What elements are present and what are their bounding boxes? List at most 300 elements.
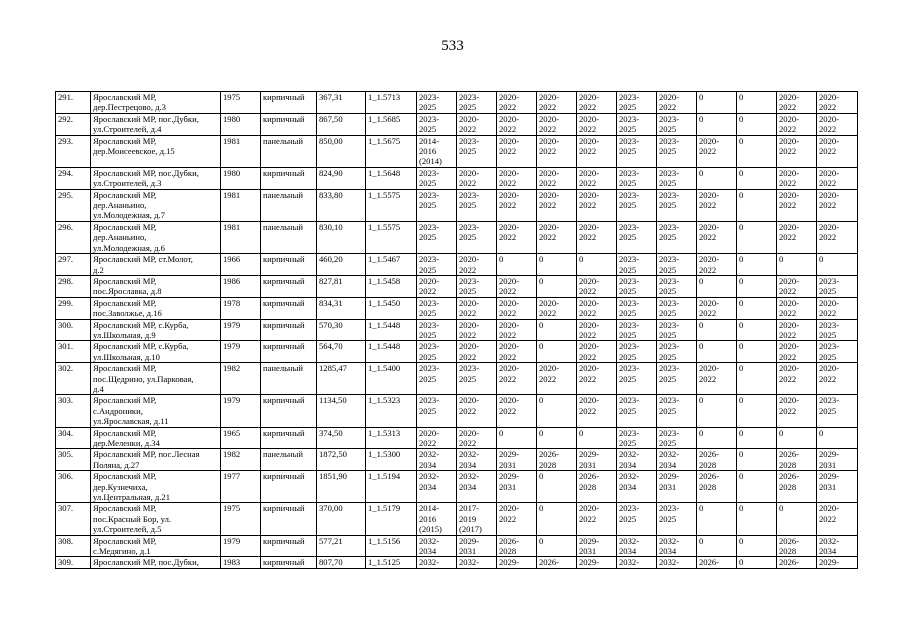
table-cell: 2020- 2022 (537, 363, 577, 395)
table-cell: 0 (737, 535, 777, 557)
table-cell: 2029- 2031 (577, 535, 617, 557)
table-cell: 2032- 2034 (457, 449, 497, 471)
table-cell: 2026- 2028 (777, 449, 817, 471)
table-cell: 2020- 2022 (457, 341, 497, 363)
table-cell: 1982 (221, 363, 261, 395)
table-cell: 1285,47 (317, 363, 366, 395)
table-row (56, 297, 858, 319)
table-cell: 2020- 2022 (777, 113, 817, 135)
table-cell: 2023- 2025 (457, 189, 497, 221)
table-cell: 2020- 2022 (497, 135, 537, 167)
table-cell: 2032- 2034 (817, 535, 858, 557)
table-cell: 0 (737, 167, 777, 189)
table-cell: 2023- 2025 (457, 221, 497, 253)
table-row (56, 275, 858, 297)
table-cell: 2032- (457, 557, 497, 568)
table-cell: 2023- 2025 (617, 427, 657, 449)
table-cell: 2020- 2022 (817, 297, 858, 319)
table-cell: 2020- 2022 (497, 319, 537, 341)
table-cell: 1_1.5448 (366, 341, 417, 363)
table-cell: 2029- 2031 (457, 535, 497, 557)
table-cell: кирпичный (261, 341, 317, 363)
table-cell: 2029- 2031 (577, 449, 617, 471)
table-cell: 2023- 2025 (417, 395, 457, 427)
table-cell: 0 (737, 221, 777, 253)
table-cell: 2032- (417, 557, 457, 568)
table-cell: 2020- 2022 (817, 189, 858, 221)
table-row (56, 113, 858, 135)
table-cell: 2023- 2025 (657, 427, 697, 449)
table-cell: 0 (697, 319, 737, 341)
table-cell: 834,31 (317, 297, 366, 319)
table-cell: Ярославский МР, пос.Дубки, (91, 557, 221, 568)
table-cell: Ярославский МР, пос.Дубки, ул.Строителей, д.3 (91, 167, 221, 189)
table-cell: 2020- 2022 (817, 135, 858, 167)
table-cell: 2023- 2025 (817, 395, 858, 427)
table-cell: 0 (817, 427, 858, 449)
table-cell: 2020- 2022 (497, 341, 537, 363)
table-cell: кирпичный (261, 471, 317, 503)
table-cell: кирпичный (261, 427, 317, 449)
table-cell: 0 (497, 427, 537, 449)
table-cell: 2023- 2025 (457, 135, 497, 167)
table-cell: 2023- 2025 (657, 275, 697, 297)
table-cell: 2023- 2025 (617, 135, 657, 167)
table-row (56, 319, 858, 341)
table-cell: 2020- 2022 (777, 135, 817, 167)
table-cell: 2023- 2025 (657, 189, 697, 221)
table-cell: 2020- 2022 (537, 297, 577, 319)
table-cell: 2032- 2034 (417, 471, 457, 503)
table-cell: 0 (537, 341, 577, 363)
table-row (56, 503, 858, 535)
table-cell: 295. (56, 189, 91, 221)
table-cell: 2023- 2025 (817, 275, 858, 297)
table-cell: кирпичный (261, 535, 317, 557)
table-cell: 2023- 2025 (617, 395, 657, 427)
table-cell: 0 (777, 503, 817, 535)
table-cell: Ярославский МР, пос.Заволжье, д.16 (91, 297, 221, 319)
table-cell: панельный (261, 363, 317, 395)
table-cell: Ярославский МР, с.Курба, ул.Школьная, д.9 (91, 319, 221, 341)
table-cell: 2020- 2022 (537, 135, 577, 167)
table-cell: 2023- 2025 (657, 395, 697, 427)
table-cell: кирпичный (261, 319, 317, 341)
table-cell: 1979 (221, 319, 261, 341)
table-cell: Ярославский МР, пос.Дубки, ул.Строителей, д.4 (91, 113, 221, 135)
table-cell: 1_1.5450 (366, 297, 417, 319)
table-cell: 2020- 2022 (537, 92, 577, 114)
table-cell: 2023- 2025 (657, 221, 697, 253)
table-cell: 2023- 2025 (817, 319, 858, 341)
table-cell: 0 (737, 297, 777, 319)
table-cell: 1_1.5575 (366, 189, 417, 221)
table-cell: кирпичный (261, 395, 317, 427)
table-cell: 2020- 2022 (457, 427, 497, 449)
table-cell: 460,20 (317, 254, 366, 276)
table-cell: 2020- 2022 (577, 341, 617, 363)
table-cell: 0 (737, 275, 777, 297)
table-cell: 0 (737, 341, 777, 363)
table-cell: 2032- 2034 (457, 471, 497, 503)
table-cell: 1872,50 (317, 449, 366, 471)
table-body (56, 92, 858, 569)
table-cell: 0 (737, 254, 777, 276)
table-cell: 1851,90 (317, 471, 366, 503)
page-number: 533 (441, 38, 464, 54)
table-cell: 2023- 2025 (417, 341, 457, 363)
table-cell: 2026- 2028 (697, 471, 737, 503)
table-cell: 2020- 2022 (577, 189, 617, 221)
table-cell: 2020- 2022 (497, 395, 537, 427)
table-cell: 2029- (497, 557, 537, 568)
table-cell: 2020- 2022 (577, 113, 617, 135)
table-cell: 564,70 (317, 341, 366, 363)
table-cell: 2029- (817, 557, 858, 568)
table-cell: 2020- 2022 (537, 189, 577, 221)
table-cell: 0 (737, 471, 777, 503)
table-cell: 2023- 2025 (617, 319, 657, 341)
table-cell: Ярославский МР, пос.Лесная Поляна, д.27 (91, 449, 221, 471)
table-cell: 0 (697, 275, 737, 297)
table-cell: 0 (537, 254, 577, 276)
table-cell: 1980 (221, 167, 261, 189)
table-cell: 2023- 2025 (417, 221, 457, 253)
table-cell: 0 (737, 92, 777, 114)
table-cell: 1979 (221, 395, 261, 427)
table-cell: 2020- 2022 (577, 167, 617, 189)
table-cell: 0 (537, 275, 577, 297)
table-cell: 2026- (537, 557, 577, 568)
table-row (56, 135, 858, 167)
table-cell: 2014- 2016 (2014) (417, 135, 457, 167)
table-cell: 2020- 2022 (457, 167, 497, 189)
table-cell: 2020- 2022 (577, 275, 617, 297)
table-cell: 0 (697, 167, 737, 189)
table-cell: 304. (56, 427, 91, 449)
table-cell: 2020- 2022 (457, 254, 497, 276)
table-cell: панельный (261, 135, 317, 167)
table-cell: 2020- 2022 (417, 275, 457, 297)
table-row (56, 254, 858, 276)
table-cell: 2020- 2022 (697, 363, 737, 395)
table-cell: 2020- 2022 (497, 275, 537, 297)
table-cell: 2032- 2034 (617, 471, 657, 503)
table-cell: 2026- 2028 (577, 471, 617, 503)
table-cell: 850,00 (317, 135, 366, 167)
table-row (56, 449, 858, 471)
table-cell: 2020- 2022 (817, 503, 858, 535)
table-cell: 2017- 2019 (2017) (457, 503, 497, 535)
table-cell: 0 (697, 535, 737, 557)
table-cell: 1965 (221, 427, 261, 449)
table-cell: 367,31 (317, 92, 366, 114)
table-cell: 577,21 (317, 535, 366, 557)
table-cell: 1_1.5400 (366, 363, 417, 395)
table-cell: 2020- 2022 (457, 113, 497, 135)
table-cell: 1_1.5125 (366, 557, 417, 568)
table-cell: Ярославский МР, дер.Меленки, д.34 (91, 427, 221, 449)
table-cell: панельный (261, 221, 317, 253)
table-cell: кирпичный (261, 92, 317, 114)
table-cell: 2020- 2022 (537, 167, 577, 189)
table-cell: 2020- 2022 (577, 363, 617, 395)
table-row (56, 92, 858, 114)
table-cell: 1_1.5448 (366, 319, 417, 341)
table-cell: 2023- 2025 (457, 275, 497, 297)
table-cell: 1_1.5458 (366, 275, 417, 297)
table-cell: 0 (777, 427, 817, 449)
table-cell: 2023- 2025 (617, 297, 657, 319)
table-cell: 2029- 2031 (497, 449, 537, 471)
table-cell: 0 (697, 92, 737, 114)
table-cell: 0 (697, 503, 737, 535)
table-cell: 300. (56, 319, 91, 341)
table-cell: 2020- 2022 (817, 363, 858, 395)
table-cell: 1983 (221, 557, 261, 568)
table-row (56, 363, 858, 395)
table-cell: 1_1.5713 (366, 92, 417, 114)
table-cell: 2020- 2022 (777, 297, 817, 319)
table-cell: 1_1.5648 (366, 167, 417, 189)
table-cell: 2020- 2022 (577, 319, 617, 341)
table-cell: 2020- 2022 (697, 297, 737, 319)
table-cell: 2023- 2025 (657, 297, 697, 319)
table-cell: 2023- 2025 (617, 113, 657, 135)
table-cell: 2020- 2022 (577, 297, 617, 319)
table-cell: 2023- 2025 (417, 254, 457, 276)
table-cell: 2023- 2025 (417, 113, 457, 135)
table-cell: 827,81 (317, 275, 366, 297)
table-cell: 306. (56, 471, 91, 503)
table-cell: 2020- 2022 (777, 341, 817, 363)
table-cell: 2023- 2025 (617, 363, 657, 395)
table-cell: 2023- 2025 (417, 297, 457, 319)
table-cell: 2032- 2034 (417, 535, 457, 557)
table-row (56, 395, 858, 427)
table-cell: 824,90 (317, 167, 366, 189)
table-cell: 1986 (221, 275, 261, 297)
table-cell: 2023- 2025 (617, 341, 657, 363)
table-cell: 2020- 2022 (777, 92, 817, 114)
table-cell: Ярославский МР, с.Курба, ул.Школьная, д.10 (91, 341, 221, 363)
table-row (56, 427, 858, 449)
table-cell: 0 (497, 254, 537, 276)
table-cell: 296. (56, 221, 91, 253)
table-cell: 1977 (221, 471, 261, 503)
table-cell: Ярославский МР, с.Медягино, д.1 (91, 535, 221, 557)
table-cell: 0 (737, 363, 777, 395)
table-cell: 2023- 2025 (817, 341, 858, 363)
table-cell: 2032- 2034 (657, 449, 697, 471)
table-cell: 2020- 2022 (697, 189, 737, 221)
table-cell: 2023- 2025 (657, 341, 697, 363)
table-cell: 1980 (221, 113, 261, 135)
table-row (56, 535, 858, 557)
table-cell: кирпичный (261, 557, 317, 568)
table-cell: 2020- 2022 (497, 189, 537, 221)
table-cell: 2020- 2022 (817, 92, 858, 114)
table-cell: 2020- 2022 (577, 221, 617, 253)
table-cell: 2020- 2022 (777, 319, 817, 341)
table-cell: 302. (56, 363, 91, 395)
table-cell: 0 (737, 319, 777, 341)
table-cell: Ярославский МР, ст.Молот, д.2 (91, 254, 221, 276)
table-cell: 294. (56, 167, 91, 189)
table-cell: Ярославский МР, дер.Моисеевское, д.15 (91, 135, 221, 167)
table-cell: 0 (537, 319, 577, 341)
table-row (56, 189, 858, 221)
housing-register-table (55, 91, 858, 569)
table-cell: 0 (577, 427, 617, 449)
table-cell: 2023- 2025 (657, 503, 697, 535)
table-cell: 2020- 2022 (697, 221, 737, 253)
table-cell: 867,50 (317, 113, 366, 135)
table-cell: 1979 (221, 535, 261, 557)
table-cell: 293. (56, 135, 91, 167)
table-cell: 2020- 2022 (497, 167, 537, 189)
table-cell: 291. (56, 92, 91, 114)
table-cell: 2026- (777, 557, 817, 568)
table-cell: 0 (537, 471, 577, 503)
table-cell: 2020- 2022 (817, 221, 858, 253)
table-cell: 2020- 2022 (457, 297, 497, 319)
table-cell: 2023- 2025 (417, 167, 457, 189)
table-row (56, 557, 858, 568)
table-cell: 374,50 (317, 427, 366, 449)
table-cell: 0 (737, 557, 777, 568)
table-cell: 2029- 2031 (497, 471, 537, 503)
table-cell: 298. (56, 275, 91, 297)
table-cell: 2020- 2022 (777, 167, 817, 189)
table-cell: 2023- 2025 (657, 167, 697, 189)
table-cell: 2023- 2025 (457, 363, 497, 395)
table-cell: 2023- 2025 (657, 363, 697, 395)
table-cell: 2020- 2022 (577, 92, 617, 114)
table-cell: 2020- 2022 (417, 427, 457, 449)
table-cell: кирпичный (261, 275, 317, 297)
table-cell: 1_1.5575 (366, 221, 417, 253)
table-cell: 2020- 2022 (457, 395, 497, 427)
table-cell: 2032- (657, 557, 697, 568)
table-cell: 2029- 2031 (657, 471, 697, 503)
table-row (56, 341, 858, 363)
table-cell: Ярославский МР, дер.Ананьино, ул.Молодежная, д.7 (91, 189, 221, 221)
table-cell: 0 (737, 135, 777, 167)
table-cell: 807,70 (317, 557, 366, 568)
table-cell: 2023- 2025 (617, 189, 657, 221)
table-cell: 2032- 2034 (617, 449, 657, 471)
table-cell: 2023- 2025 (617, 221, 657, 253)
table-cell: Ярославский МР, с.Андроники, ул.Ярославская, д.11 (91, 395, 221, 427)
table-cell: панельный (261, 449, 317, 471)
table-cell: кирпичный (261, 254, 317, 276)
table-cell: 2023- 2025 (617, 254, 657, 276)
table-cell: 2020- 2022 (777, 275, 817, 297)
table-cell: 2032- 2034 (657, 535, 697, 557)
table-cell: 1_1.5313 (366, 427, 417, 449)
table-cell: 2023- 2025 (617, 167, 657, 189)
table-cell: 1981 (221, 221, 261, 253)
table-cell: 1_1.5179 (366, 503, 417, 535)
table-row (56, 167, 858, 189)
table-cell: 0 (537, 395, 577, 427)
table-cell: 830,10 (317, 221, 366, 253)
table-cell: 2026- 2028 (777, 471, 817, 503)
table-cell: 0 (737, 113, 777, 135)
table-cell: 1_1.5675 (366, 135, 417, 167)
table-cell: 0 (817, 254, 858, 276)
table-cell: 370,00 (317, 503, 366, 535)
table-cell: 0 (697, 341, 737, 363)
table-cell: 2026- 2028 (777, 535, 817, 557)
table-cell: 0 (537, 503, 577, 535)
table-cell: 1982 (221, 449, 261, 471)
table-cell: 2020- 2022 (577, 503, 617, 535)
table-cell: кирпичный (261, 167, 317, 189)
table-cell: 1_1.5156 (366, 535, 417, 557)
table-cell: 1979 (221, 341, 261, 363)
table-cell: 2014- 2016 (2015) (417, 503, 457, 535)
table-cell: 2029- (577, 557, 617, 568)
table-cell: 0 (737, 449, 777, 471)
table-cell: 2023- 2025 (617, 92, 657, 114)
table-cell: 2023- 2025 (617, 275, 657, 297)
table-cell: 0 (577, 254, 617, 276)
table-cell: 2026- (697, 557, 737, 568)
table-cell: Ярославский МР, дер.Ананьино, ул.Молодежная, д.6 (91, 221, 221, 253)
table-cell: 2032- (617, 557, 657, 568)
table-cell: 1_1.5194 (366, 471, 417, 503)
table-cell: 1_1.5467 (366, 254, 417, 276)
table-cell: 2023- 2025 (657, 254, 697, 276)
table-cell: 1966 (221, 254, 261, 276)
table-cell: 0 (737, 503, 777, 535)
table-cell: Ярославский МР, пос.Красный Бор, ул. ул.Строителей, д.5 (91, 503, 221, 535)
table-cell: Ярославский МР, пос.Ярославка, д.8 (91, 275, 221, 297)
table-cell: 1978 (221, 297, 261, 319)
table-cell: 1_1.5300 (366, 449, 417, 471)
table-cell: 301. (56, 341, 91, 363)
table-cell: 2020- 2022 (537, 113, 577, 135)
table-cell: 2023- 2025 (457, 92, 497, 114)
table-cell: панельный (261, 189, 317, 221)
table-cell: 2020- 2022 (497, 113, 537, 135)
table-cell: 1975 (221, 503, 261, 535)
table-cell: 1975 (221, 92, 261, 114)
table-cell: 2023- 2025 (417, 319, 457, 341)
table-cell: кирпичный (261, 297, 317, 319)
table-cell: 305. (56, 449, 91, 471)
table-cell: 2020- 2022 (817, 113, 858, 135)
table-cell: 570,30 (317, 319, 366, 341)
table-cell: 0 (737, 395, 777, 427)
table-cell: 2032- 2034 (417, 449, 457, 471)
table-cell: 0 (697, 113, 737, 135)
table-cell: 1134,50 (317, 395, 366, 427)
table-cell: 2020- 2022 (697, 254, 737, 276)
table-cell: 299. (56, 297, 91, 319)
table-cell: 2020- 2022 (497, 221, 537, 253)
table-cell: 2020- 2022 (577, 135, 617, 167)
table-cell: 309. (56, 557, 91, 568)
table-cell: 2023- 2025 (417, 92, 457, 114)
table-cell: 1_1.5685 (366, 113, 417, 135)
table-cell: 292. (56, 113, 91, 135)
table-cell: 2020- 2022 (497, 92, 537, 114)
table-cell: 0 (697, 427, 737, 449)
table-cell: 2023- 2025 (417, 363, 457, 395)
